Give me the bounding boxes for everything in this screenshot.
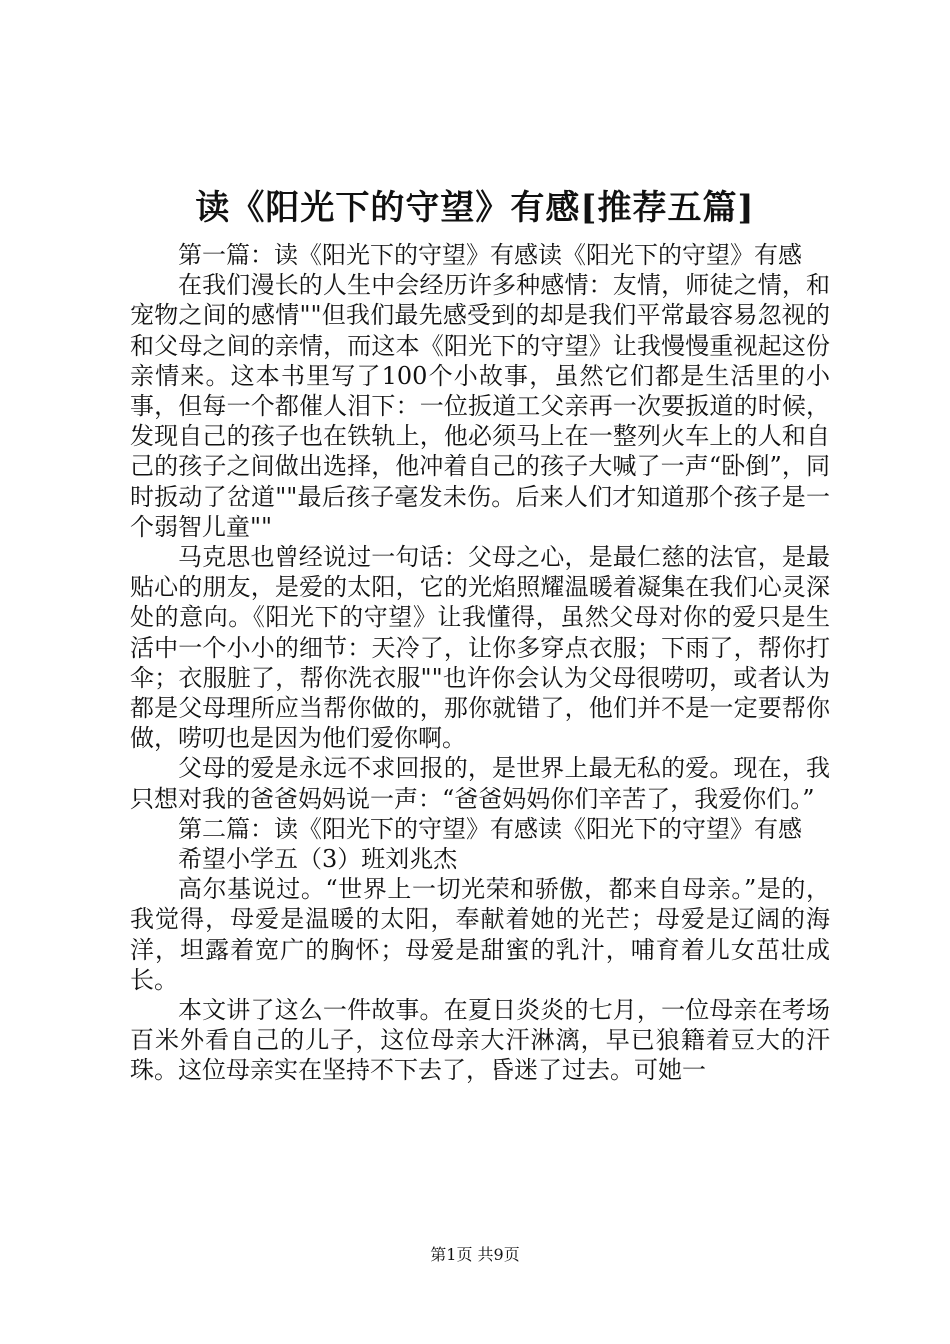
document-body <box>130 240 830 1086</box>
document-title: 读《阳光下的守望》有感[推荐五篇] <box>195 188 755 228</box>
body-paragraph: 在我们漫长的人生中会经历许多种感情：友情，师徒之情，和宠物之间的感情""但我们最先感受到的却是我们平常最容易忽视的和父母之间的亲情，而这本《阳光下的守望》让我慢慢重视起这份亲情来。这本书里写了100个小故事，虽然它们都是生活里的小事，但每一个都催人泪下：一位扳道工父亲再一次要扳道的时候，发现自己的孩子也在铁轨上，他必须马上在一整列火车上的人和自己的孩子之间做出选择，他冲着自己的孩子大喊了一声“卧倒”，同时扳动了岔道""最后孩子毫发未伤。后来人们才知道那个孩子是一个弱智儿童"" <box>130 271 830 541</box>
body-paragraph: 父母的爱是永远不求回报的，是世界上最无私的爱。现在，我只想对我的爸爸妈妈说一声：“爸爸妈妈你们辛苦了，我爱你们。” <box>130 754 830 813</box>
author-line: 希望小学五（3）班刘兆杰 <box>178 845 458 874</box>
body-paragraph: 高尔基说过。“世界上一切光荣和骄傲，都来自母亲。”是的，我觉得，母爱是温暖的太阳，奉献着她的光芒；母爱是辽阔的海洋，坦露着宽广的胸怀；母爱是甜蜜的乳汁，哺育着儿女茁壮成长。 <box>130 875 830 994</box>
body-paragraph: 马克思也曾经说过一句话：父母之心，是最仁慈的法官，是最贴心的朋友，是爱的太阳，它的光焰照耀温暖着凝集在我们心灵深处的意向。《阳光下的守望》让我懂得，虽然父母对你的爱只是生活中一个小小的细节：天冷了，让你多穿点衣服；下雨了，帮你打伞；衣服脏了，帮你洗衣服""也许你会认为父母很唠叨，或者认为都是父母理所应当帮你做的，那你就错了，他们并不是一定要帮你做，唠叨也是因为他们爱你啊。 <box>130 543 830 753</box>
section-heading-1: 第一篇：读《阳光下的守望》有感读《阳光下的守望》有感 <box>178 241 802 269</box>
body-paragraph: 本文讲了这么一件故事。在夏日炎炎的七月，一位母亲在考场百米外看自己的儿子，这位母亲大汗淋漓，早已狼籍着豆大的汗珠。这位母亲实在坚持不下去了，昏迷了过去。可她一 <box>130 996 830 1085</box>
section-heading-2: 第二篇：读《阳光下的守望》有感读《阳光下的守望》有感 <box>178 814 802 843</box>
page-footer: 第1页 共9页 <box>430 1245 520 1264</box>
